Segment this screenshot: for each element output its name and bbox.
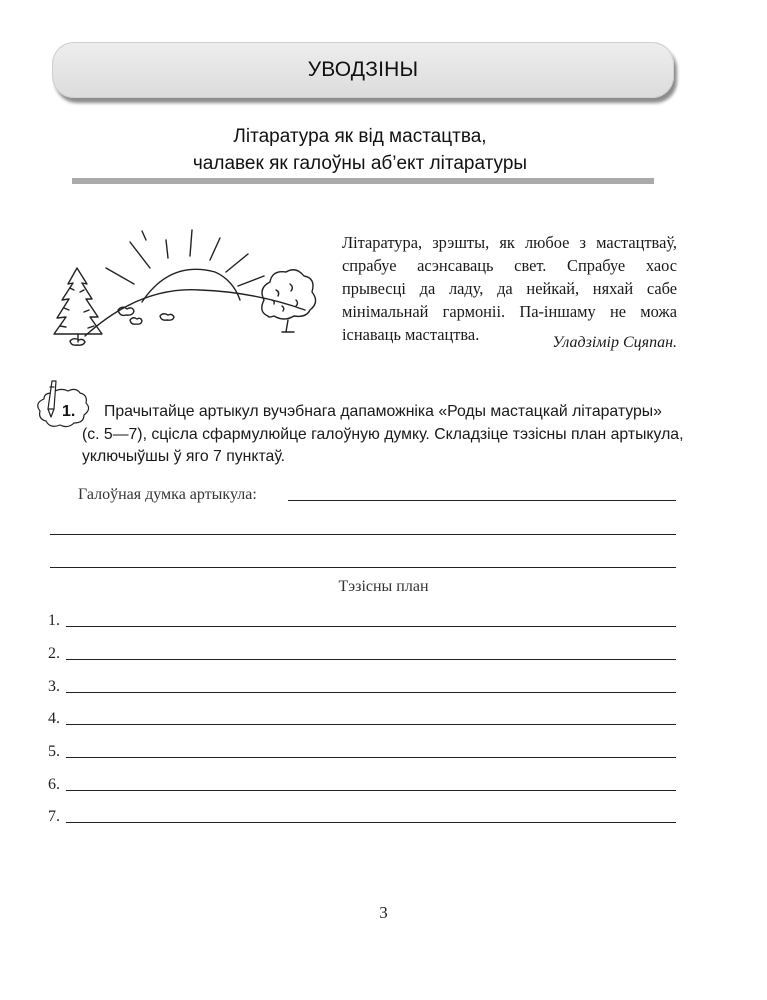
topic-underline-bar xyxy=(72,178,654,184)
page-number: 3 xyxy=(379,903,388,922)
plan-item-line-3[interactable] xyxy=(66,692,676,693)
main-idea-answer-line-2[interactable] xyxy=(50,534,676,535)
main-idea-answer-line-1[interactable] xyxy=(288,500,676,501)
plan-item-number: 7. xyxy=(48,808,60,825)
topic-title-line-2: чалавек як галоўны аб’ект літаратуры xyxy=(192,153,528,174)
topic-title-line-1: Літаратура як від мастацтва, xyxy=(233,126,487,147)
plan-item-line-1[interactable] xyxy=(66,626,676,627)
epigraph-text: Літаратура, зрэшты, як любое з мастацтваў, спрабуе асэнсаваць свет. Спрабуе хаос прывесці да ладу, да нейкай, няхай сабе мінімальнай гармоніі. Па-іншаму не можа існаваць мастацтва. xyxy=(342,233,677,344)
plan-item-number: 5. xyxy=(48,743,60,760)
main-idea-answer-line-3[interactable] xyxy=(50,567,676,568)
main-idea-label: Галоўная думка артыкула: xyxy=(78,486,257,503)
plan-item-number: 1. xyxy=(48,612,60,629)
plan-item-number: 4. xyxy=(48,710,60,727)
section-title: УВОДЗІНЫ xyxy=(307,58,419,81)
plan-item-number: 2. xyxy=(48,645,60,662)
plan-item-number: 3. xyxy=(48,678,60,695)
thesis-plan-title: Тэзісны план xyxy=(338,578,429,595)
task-number: 1. xyxy=(62,403,76,420)
task-text-line-2: (с. 5—7), сцісла сфармулюйце галоўную думку. Складзіце тэзісны план артыкула, xyxy=(82,426,684,443)
plan-item-line-2[interactable] xyxy=(66,659,676,660)
epigraph-author: Уладзімір Сцяпан. xyxy=(552,334,677,351)
task-text-line-3: уключыўшы ў яго 7 пунктаў. xyxy=(82,448,286,465)
task-text-line-1: Прачытайце артыкул вучэбнага дапаможніка «Роды мастацкай літаратуры» xyxy=(104,403,662,420)
section-banner xyxy=(52,42,674,98)
plan-item-number: 6. xyxy=(48,776,60,793)
plan-item-line-7[interactable] xyxy=(66,822,676,823)
sunrise-landscape-illustration xyxy=(50,228,335,353)
plan-item-line-6[interactable] xyxy=(66,790,676,791)
plan-item-line-4[interactable] xyxy=(66,724,676,725)
plan-item-line-5[interactable] xyxy=(66,757,676,758)
